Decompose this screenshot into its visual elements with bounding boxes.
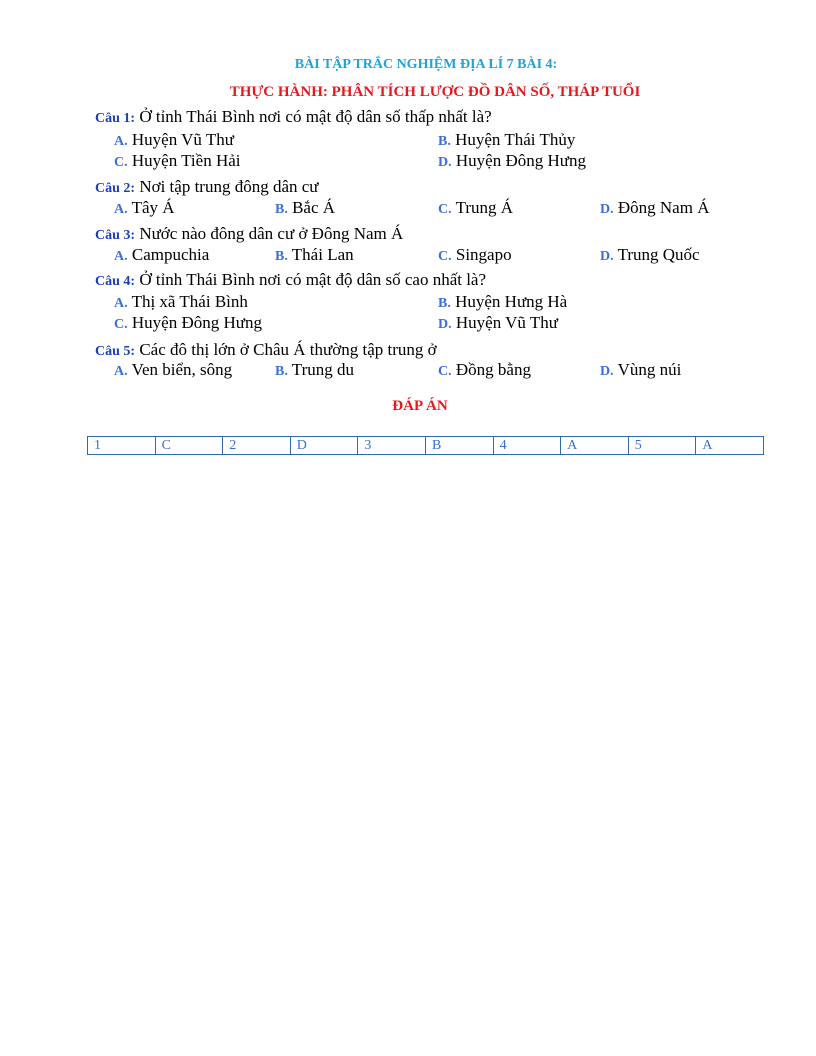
option-text: Trung Quốc xyxy=(617,245,700,264)
option-text: Trung du xyxy=(291,360,354,379)
option-3d xyxy=(600,244,700,267)
option-1b xyxy=(438,129,575,152)
option-letter: A. xyxy=(114,296,128,311)
option-letter: B. xyxy=(438,296,451,311)
option-text: Đông Nam Á xyxy=(617,198,710,217)
option-letter: C. xyxy=(114,155,128,170)
question-1 xyxy=(95,106,492,129)
answer-cell: C xyxy=(155,437,223,455)
option-3c xyxy=(438,244,512,267)
option-5c xyxy=(438,359,531,382)
option-letter: B. xyxy=(275,249,288,264)
option-2a xyxy=(114,197,175,220)
document-title: BÀI TẬP TRẮC NGHIỆM ĐỊA LÍ 7 BÀI 4: xyxy=(294,57,558,72)
option-letter: D. xyxy=(438,317,452,332)
option-text: Huyện Đông Hưng xyxy=(131,313,262,332)
option-1a xyxy=(114,129,234,152)
question-number: Câu 2: xyxy=(95,181,136,196)
answer-cell: D xyxy=(290,437,358,455)
option-5a xyxy=(114,359,232,382)
question-2 xyxy=(95,176,319,199)
option-text: Trung Á xyxy=(455,198,514,217)
option-text: Huyện Vũ Thư xyxy=(455,313,558,332)
option-letter: A. xyxy=(114,364,128,379)
option-letter: A. xyxy=(114,134,128,149)
option-text: Đồng bằng xyxy=(455,360,531,379)
option-2d xyxy=(600,197,709,220)
option-letter: A. xyxy=(114,202,128,217)
option-3a xyxy=(114,244,209,267)
option-5d xyxy=(600,359,681,382)
question-number: Câu 5: xyxy=(95,344,136,359)
answer-cell: 1 xyxy=(88,437,156,455)
option-text: Thái Lan xyxy=(291,245,354,264)
option-text: Ven biển, sông xyxy=(131,360,233,379)
question-text: Ở tỉnh Thái Bình nơi có mật độ dân số cao nhất là? xyxy=(139,270,487,289)
answer-cell: 2 xyxy=(223,437,291,455)
table-row xyxy=(88,437,764,455)
option-text: Tây Á xyxy=(131,198,175,217)
option-letter: C. xyxy=(438,364,452,379)
answer-heading: ĐÁP ÁN xyxy=(392,398,448,414)
answer-cell: 5 xyxy=(628,437,696,455)
option-letter: D. xyxy=(600,202,614,217)
answer-cell: 3 xyxy=(358,437,426,455)
question-text: Ở tỉnh Thái Bình nơi có mật độ dân số thấp nhất là? xyxy=(139,107,492,126)
option-text: Bắc Á xyxy=(292,198,336,217)
option-letter: D. xyxy=(600,249,614,264)
question-number: Câu 4: xyxy=(95,274,136,289)
answer-cell: 4 xyxy=(493,437,561,455)
question-number: Câu 1: xyxy=(95,111,136,126)
option-text: Huyện Hưng Hà xyxy=(455,292,568,311)
option-text: Huyện Vũ Thư xyxy=(131,130,234,149)
option-letter: C. xyxy=(438,249,452,264)
question-3 xyxy=(95,223,403,246)
answer-cell: B xyxy=(425,437,493,455)
option-4d xyxy=(438,312,558,335)
option-4a xyxy=(114,291,248,314)
option-letter: C. xyxy=(438,202,452,217)
option-text: Thị xã Thái Bình xyxy=(131,292,248,311)
question-text: Nước nào đông dân cư ở Đông Nam Á xyxy=(139,224,404,243)
option-letter: C. xyxy=(114,317,128,332)
option-letter: A. xyxy=(114,249,128,264)
question-number: Câu 3: xyxy=(95,228,136,243)
document-subtitle: THỰC HÀNH: PHÂN TÍCH LƯỢC ĐỒ DÂN SỐ, THÁP TUỔI xyxy=(229,84,641,100)
option-text: Vùng núi xyxy=(617,360,682,379)
option-letter: B. xyxy=(275,364,288,379)
option-letter: D. xyxy=(600,364,614,379)
option-1d xyxy=(438,150,586,173)
question-text: Nơi tập trung đông dân cư xyxy=(139,177,319,196)
answer-table xyxy=(87,436,764,455)
option-letter: B. xyxy=(275,202,288,217)
option-text: Huyện Đông Hưng xyxy=(455,151,586,170)
answer-cell: A xyxy=(696,437,764,455)
option-text: Singapo xyxy=(455,245,512,264)
option-text: Huyện Tiền Hải xyxy=(131,151,241,170)
option-3b xyxy=(275,244,354,267)
option-4b xyxy=(438,291,567,314)
option-4c xyxy=(114,312,262,335)
option-text: Huyện Thái Thủy xyxy=(455,130,576,149)
option-2c xyxy=(438,197,513,220)
option-2b xyxy=(275,197,335,220)
question-text: Các đô thị lớn ở Châu Á thường tập trung ở xyxy=(139,340,437,359)
question-4 xyxy=(95,269,486,292)
option-1c xyxy=(114,150,241,173)
answer-cell: A xyxy=(561,437,629,455)
option-letter: D. xyxy=(438,155,452,170)
option-5b xyxy=(275,359,354,382)
option-text: Campuchia xyxy=(131,245,210,264)
option-letter: B. xyxy=(438,134,451,149)
